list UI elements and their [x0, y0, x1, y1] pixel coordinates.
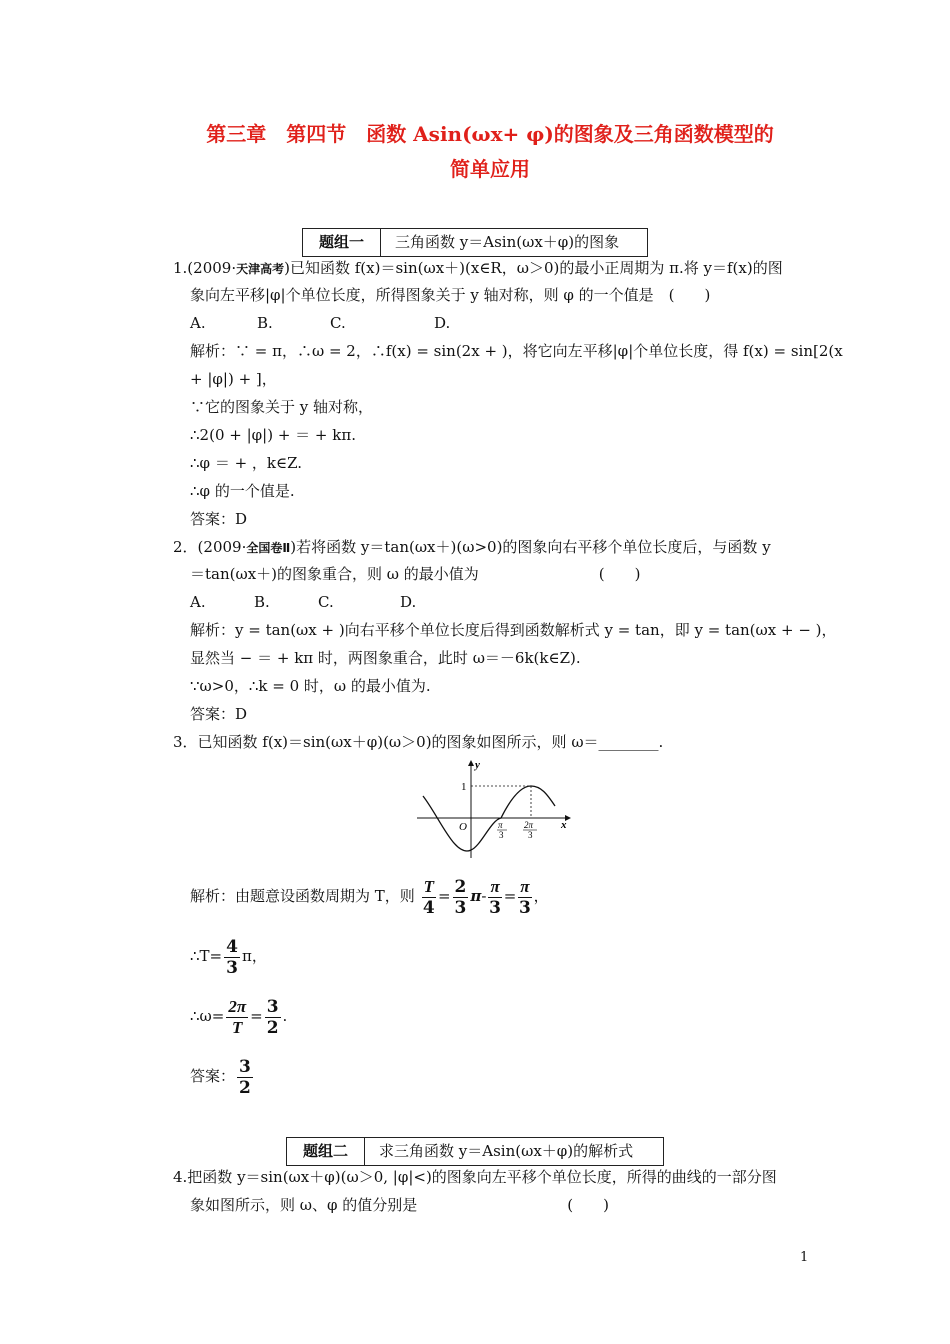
- frac-num: 3: [239, 1056, 251, 1077]
- tick1-num: π: [498, 820, 503, 830]
- frac-num: 2: [454, 876, 467, 897]
- q2-option-a: A.: [190, 593, 206, 611]
- q3-answer: [190, 1054, 255, 1098]
- q1-option-c: C.: [330, 314, 346, 332]
- q1-line-1: [173, 257, 783, 280]
- q2-solution-2: 显然当 − ＝ + kπ 时，两图象重合，此时 ω＝－6k(k∈Z).: [190, 649, 581, 667]
- title-line-1: 第三章 第四节 函数 Asin(ωx+ φ)的图象及三角函数模型的: [206, 122, 774, 146]
- sine-graph: [415, 758, 575, 860]
- fraction-3-over-2: [265, 997, 281, 1038]
- comma: ，: [533, 887, 549, 905]
- q3-s1-text: 解析：由题意设函数周期为 T，则: [190, 887, 415, 905]
- q1-option-a: A.: [190, 314, 206, 332]
- tick2-num: 2π: [524, 820, 534, 830]
- q2-answer: 答案：D: [190, 705, 248, 723]
- frac-den: 3: [226, 957, 238, 978]
- y-axis-label: y: [475, 759, 480, 771]
- q2-line-2: ＝tan(ωx＋)的图象重合，则 ω 的最小值为 ( ): [190, 565, 641, 583]
- q2-prefix: 2．(2009·: [173, 538, 247, 556]
- fraction-4-over-3: [224, 937, 240, 978]
- q4-line-1: 4.把函数 y＝sin(ωx＋φ)(ω＞0, |φ|<)的图象向左平移个单位长度，所得的曲线的一部分图: [173, 1168, 777, 1186]
- q1-solution-1: 解析：∵ = π，∴ω = 2，∴f(x) = sin(2x + )，将它向左平移|φ|个单位长度，得 f(x) = sin[2(x: [190, 342, 843, 360]
- frac-num: 4: [226, 936, 238, 957]
- q1-line-2: 象向左平移|φ|个单位长度，所得图象关于 y 轴对称，则 φ 的一个值是 ( ): [190, 286, 711, 304]
- q3-solution-2: [190, 934, 267, 978]
- tick2-den: 3: [528, 830, 533, 840]
- group2-topic: 求三角函数 y＝Asin(ωx＋φ)的解析式: [379, 1142, 634, 1160]
- q1-stem: )已知函数 f(x)＝sin(ωx＋)(x∈R，ω＞0)的最小正周期为 π.将 y＝f(x)的图: [284, 259, 783, 277]
- frac-den: 3: [489, 897, 501, 918]
- frac-den: T: [232, 1017, 243, 1037]
- fraction-2pi-over-t: [226, 997, 248, 1038]
- frac-den: 3: [454, 897, 467, 918]
- q2-option-c: C.: [318, 593, 334, 611]
- frac-den: 2: [266, 1017, 279, 1038]
- group2-header: [286, 1137, 664, 1166]
- x-axis-label: x: [561, 819, 567, 831]
- page-number: 1: [800, 1250, 809, 1265]
- q4-line-2: 象如图所示，则 ω、φ 的值分别是 ( ): [190, 1196, 609, 1214]
- minus-sign: -: [481, 887, 487, 905]
- sine-curve: [423, 786, 555, 851]
- frac-num: T: [423, 876, 434, 896]
- q1-solution-5: ∴φ ＝ + ，k∈Z.: [190, 454, 303, 472]
- frac-num: π: [520, 876, 530, 896]
- q1-solution-3: ∵它的图象关于 y 轴对称，: [190, 398, 374, 416]
- origin-label: O: [459, 821, 467, 833]
- frac-den: 3: [519, 897, 531, 918]
- fraction-2-over-3: [453, 877, 469, 918]
- q3-s3-text: ∴ω=: [190, 1007, 225, 1025]
- frac-num: 2π: [228, 996, 247, 1016]
- frac-den: 4: [422, 897, 435, 918]
- answer-fraction: [237, 1057, 253, 1098]
- group1-header: [302, 228, 648, 257]
- q2-option-b: B.: [254, 593, 270, 611]
- q2-line-1: [173, 536, 771, 559]
- fraction-t-over-4: [422, 877, 436, 918]
- q2-stem: )若将函数 y＝tan(ωx＋)(ω>0)的图象向右平移个单位长度后，与函数 y: [290, 538, 771, 556]
- q1-option-d: D.: [434, 314, 451, 332]
- q3-s2-text: ∴T=: [190, 947, 223, 965]
- q3-solution-1: 解析：由题意设函数周期为 T，则 $\frac{T}{4}$ = $\frac{2}{3}$ π- $\frac{\pi}{3}$ = $\frac{\pi}{3}$ ，: [190, 876, 549, 918]
- pi-symbol: π: [470, 887, 482, 905]
- group1-label: 题组一: [303, 229, 381, 256]
- q2-solution-1: 解析：y = tan(ωx + )向右平移个单位长度后得到函数解析式 y = tan，即 y = tan(ωx + − )，: [190, 621, 837, 639]
- group1-topic: 三角函数 y＝Asin(ωx＋φ)的图象: [395, 233, 620, 251]
- q3-line-1: 3．已知函数 f(x)＝sin(ωx＋φ)(ω＞0)的图象如图所示，则 ω＝________.: [173, 733, 664, 751]
- title-line-2: 简单应用: [450, 157, 530, 181]
- q1-answer: 答案：D: [190, 510, 248, 528]
- y-one-label: 1: [461, 781, 467, 793]
- q2-solution-3: ∵ω>0，∴k = 0 时，ω 的最小值为.: [190, 677, 431, 695]
- y-axis-arrow: [468, 760, 474, 766]
- tick1-den: 3: [499, 830, 504, 840]
- q1-prefix: 1.(2009·: [173, 259, 237, 277]
- frac-num: π: [490, 876, 500, 896]
- fraction-pi-over-3-b: [518, 877, 531, 918]
- q2-option-d: D.: [400, 593, 417, 611]
- frac-den: 2: [239, 1077, 251, 1098]
- q3-answer-label: 答案：: [190, 1067, 236, 1085]
- group2-label: 题组二: [287, 1138, 365, 1165]
- q3-s2-end: π，: [241, 947, 267, 965]
- q1-option-b: B.: [257, 314, 273, 332]
- frac-num: 3: [266, 996, 279, 1017]
- fraction-pi-over-3: [488, 877, 501, 918]
- q3-solution-3: ∴ω= $\frac{2\pi}{T}$ = $\frac{3}{2}$ .: [190, 996, 288, 1038]
- q1-solution-6: ∴φ 的一个值是.: [190, 482, 295, 500]
- q1-solution-4: ∴2(0 + |φ|) + ＝ + kπ.: [190, 426, 356, 444]
- q2-source: 全国卷Ⅱ: [246, 541, 291, 555]
- q3-s3-end: .: [282, 1007, 288, 1025]
- q1-source: 天津高考: [236, 262, 285, 276]
- q1-solution-2: + |φ|) + ]，: [190, 370, 277, 388]
